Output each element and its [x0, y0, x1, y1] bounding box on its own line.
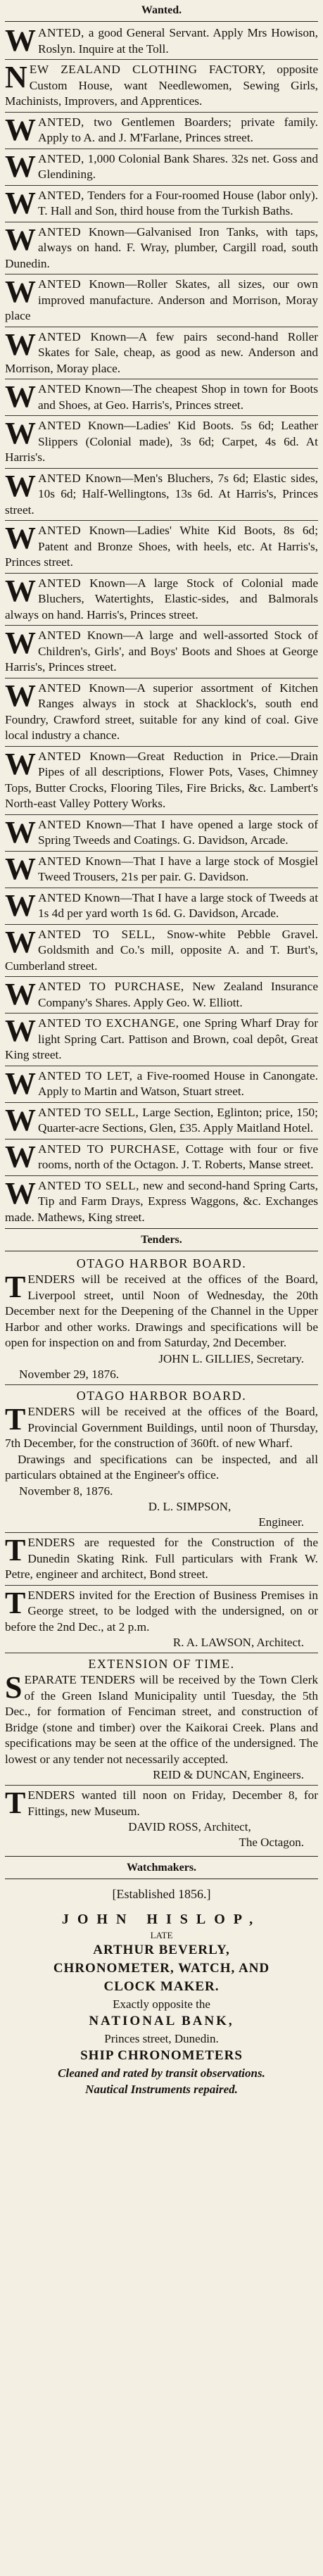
ad-text: [5, 381, 318, 413]
wanted-ad: [5, 25, 318, 57]
wanted-ad: [5, 851, 318, 886]
ad-text: [5, 274, 318, 324]
drop-cap: W: [5, 626, 36, 660]
ad-body: Cottage with four or five rooms, north of the Octagon. J. T. Roberts, Manse street.: [38, 1142, 318, 1171]
drop-cap: W: [5, 23, 36, 58]
wanted-ad: [5, 151, 318, 183]
former-name: ARTHUR BEVERLY,: [93, 1943, 230, 1957]
ad-body: two Gentlemen Boarders; private family. Apply to A. and J. M'Farlane, Princes street.: [38, 115, 318, 144]
drop-cap: W: [5, 851, 36, 886]
ad-separator: [5, 1384, 318, 1385]
tender-harbor-board-2: [5, 1387, 318, 1530]
wanted-ad: [5, 523, 318, 571]
ad-lead: ANTED: [38, 225, 82, 239]
ad-text: [5, 678, 318, 744]
ad-lead: ANTED: [38, 681, 82, 695]
ad-text: [5, 1175, 318, 1226]
ad-body: Known—Roller Skates, all sizes, our own improved manufacture. Anderson and Morrison, Moray place: [5, 277, 318, 322]
ad-body: FACTORY, opposite Custom House, want Needlewomen, Sewing Girls, Machinists, Improvers, and Apprentices.: [5, 63, 318, 108]
ad-separator: [5, 468, 318, 469]
notice-body: TENDERS will be received at the offices of the Board, Provincial Government Buildings, until noon of Thursday, 7th December, for the construction of 360ft. of new Wharf.: [5, 1402, 318, 1450]
ad-lead: ANTED,: [38, 151, 84, 165]
drop-cap: W: [5, 746, 36, 781]
wanted-ad: [5, 1068, 318, 1100]
ad-text: [5, 924, 318, 975]
ad-body: Known—Great Reduction in Price.—Drain Pipes of all descriptions, Flower Pots, Vases, Chimney Tops, Butter Crocks, Flooring Tiles, Fire Bricks, &c. Lambert's North-east Valley Pottery Works.: [5, 749, 318, 810]
ad-lead: ANTED TO PURCHASE,: [38, 980, 184, 993]
ad-lead: ANTED: [38, 629, 82, 642]
ad-lead: ANTED: [38, 277, 82, 291]
drop-cap: W: [5, 924, 36, 959]
drop-cap: W: [5, 1102, 36, 1137]
ad-text: [5, 1102, 318, 1137]
ad-lead: ANTED: [38, 854, 82, 868]
ad-lead: ANTED TO LET,: [38, 1068, 133, 1082]
drop-cap: W: [5, 1014, 36, 1048]
wanted-ad: [5, 979, 318, 1011]
ad-body: a Five-roomed House in Canongate. Apply to Martin and Watson, Stuart street.: [38, 1068, 319, 1098]
drop-cap: N: [5, 60, 27, 94]
ad-separator: [5, 1013, 318, 1014]
ad-body: Known—A few pairs second-hand Roller Skates for Sale, cheap, as good as new. Anderson and Morrison, Moray place.: [5, 329, 318, 375]
wanted-ad: [5, 418, 318, 466]
ad-text: [5, 25, 318, 57]
notice-signer: JOHN L. GILLIES, Secretary.: [158, 1351, 304, 1365]
ad-text: [5, 523, 318, 571]
wanted-ad: [5, 814, 318, 850]
tender-museum-fittings: [5, 1788, 318, 1850]
watchmaker-ad: [5, 1883, 318, 2097]
ad-body: Known—The cheapest Shop in town for Boots and Shoes, at Geo. Harris's, Princes street.: [38, 382, 318, 412]
notice-signer: D. L. SIMPSON,: [148, 1500, 232, 1513]
wanted-ad: [5, 924, 318, 975]
ad-body: New Zealand Insurance Company's Shares. Apply Geo. W. Elliott.: [38, 980, 318, 1009]
wanted-heading: Wanted.: [141, 4, 182, 16]
drop-cap: T: [5, 1585, 26, 1620]
ad-body: Tenders for a Four-roomed House (labor only). T. Hall and Son, third house from the Turkish Baths.: [38, 188, 318, 217]
wanted-ad: [5, 329, 318, 377]
ad-separator: [5, 746, 318, 747]
ad-lead: ANTED: [38, 329, 82, 343]
wanted-ad: [5, 468, 318, 519]
notice-body: TENDERS will be received at the offices of the Board, Liverpool street, until Noon of Wednesday, the 20th December next for the Deepening of the Channel in the Upper Harbor and other works. Drawings and specifications will be open for inspection on and from Saturday, 2nd December.: [5, 1270, 318, 1349]
ad-lead: ANTED TO EXCHANGE,: [38, 1016, 179, 1030]
wanted-ad: [5, 1016, 318, 1063]
ad-text: [5, 1068, 318, 1100]
wanted-ad: [5, 274, 318, 324]
ad-text: [5, 329, 318, 377]
wanted-ads-list: [5, 25, 318, 1225]
section-rule: [5, 21, 318, 22]
notice-body: SEPARATE TENDERS will be received by the Town Clerk of the Green Island Municipality until Tuesday, the 5th Dec., for formation of Fenciman street, and construction of Bridge (stone and timber) over the Kaikorai Creek. Plans and specifications may be seen at the office of the undersigned. The lowest or any tender not necessarily accepted.: [5, 1670, 318, 1766]
ad-text: [5, 746, 318, 812]
ad-text: [5, 222, 318, 272]
ad-separator: [5, 1102, 318, 1103]
proprietor-name: JOHN HISLOP,: [61, 1912, 262, 1927]
rated-line: Cleaned and rated by transit observations.: [58, 2066, 265, 2080]
ad-separator: [5, 1585, 318, 1586]
ad-separator: [5, 59, 318, 60]
notice-signer: REID & DUNCAN, Engineers.: [153, 1768, 304, 1781]
drop-cap: W: [5, 678, 36, 713]
ad-body: Known—Galvanised Iron Tanks, with taps, always on hand. F. Wray, plumber, Cargill road, south Dunedin.: [5, 225, 318, 270]
ad-body: 1,000 Colonial Bank Shares. 32s net. Goss and Glendining.: [38, 151, 318, 181]
ad-lead: ANTED: [38, 524, 82, 537]
ad-body: Known—That I have opened a large stock of Spring Tweeds and Coatings. G. Davidson, Arcade.: [38, 817, 318, 847]
ad-separator: [5, 520, 318, 521]
ad-lead: ANTED: [38, 817, 82, 831]
ad-lead: ANTED TO SELL,: [38, 927, 156, 941]
notice-date: November 29, 1876.: [19, 1367, 120, 1381]
ad-lead: ANTED: [38, 471, 82, 485]
newspaper-column: [5, 0, 318, 2097]
notice-body: TENDERS are requested for the Construction of the Dunedin Skating Rink. Full particulars with Frank W. Petre, engineer and architect, Bond street.: [5, 1533, 318, 1581]
ad-lead: ANTED TO PURCHASE,: [38, 1142, 180, 1156]
ad-text: [5, 814, 318, 850]
drop-cap: W: [5, 888, 36, 923]
section-rule: [5, 1228, 318, 1229]
ad-text: [5, 1139, 318, 1174]
ad-body: Known—That I have a large stock of Mosgiel Tweed Trousers, 21s per pair. G. Davidson.: [38, 854, 318, 883]
notice-title: OTAGO HARBOR BOARD.: [76, 1256, 247, 1270]
tender-skating-rink: [5, 1535, 318, 1583]
ad-separator: [5, 924, 318, 925]
ad-lead: ANTED,: [38, 188, 84, 202]
wanted-ad: [5, 222, 318, 272]
ad-lead: ANTED TO SELL,: [38, 1105, 139, 1119]
drop-cap: T: [5, 1402, 26, 1437]
bank-line: NATIONAL BANK,: [89, 2014, 234, 2028]
notice-place: The Octagon.: [239, 1836, 304, 1849]
notice-signer: R. A. LAWSON, Architect.: [172, 1636, 304, 1649]
wanted-ad: [5, 62, 318, 110]
notice-body-2: Drawings and specifications can be inspected, and all particulars obtained at the Engineer's office.: [5, 1452, 318, 1482]
late-label: LATE: [150, 1930, 173, 1940]
ad-body: one Spring Wharf Dray for light Spring Cart. Pattison and Brown, coal depôt, Great King street.: [5, 1016, 318, 1061]
ad-text: [5, 979, 318, 1011]
drop-cap: W: [5, 814, 36, 850]
drop-cap: W: [5, 379, 36, 414]
ad-separator: [5, 625, 318, 626]
ad-body: new and second-hand Spring Carts, Tip and Farm Drays, Express Waggons, &c. Exchanges made. Mathews, King street.: [5, 1178, 318, 1224]
ad-lead: ANTED,: [38, 115, 84, 129]
nautical-line: Nautical Instruments repaired.: [85, 2083, 238, 2096]
exactly-line: Exactly opposite the: [113, 1997, 210, 2011]
ad-text: [5, 1016, 318, 1063]
ad-text: [5, 628, 318, 676]
ad-separator: [5, 415, 318, 416]
drop-cap: T: [5, 1270, 26, 1304]
drop-cap: W: [5, 149, 36, 184]
wanted-ad: [5, 628, 318, 676]
ad-text: [5, 418, 318, 466]
ad-separator: [5, 976, 318, 977]
ad-body: Snow-white Pebble Gravel. Goldsmith and Co.'s mill, opposite A. and T. Burt's, Cumberland street.: [5, 927, 318, 973]
ad-body: a good General Servant. Apply Mrs Howison, Roslyn. Inquire at the Toll.: [38, 26, 318, 56]
wanted-ad: [5, 381, 318, 413]
ad-text: [5, 112, 318, 147]
ad-text: [5, 468, 318, 519]
ad-text: [5, 851, 318, 886]
ad-text: [5, 573, 318, 624]
wanted-ad: [5, 1139, 318, 1174]
notice-date: November 8, 1876.: [19, 1484, 113, 1498]
notice-body: TENDERS wanted till noon on Friday, December 8, for Fittings, new Museum.: [5, 1786, 318, 1820]
ad-separator: [5, 1785, 318, 1786]
drop-cap: W: [5, 1175, 36, 1211]
tender-extension-of-time: [5, 1655, 318, 1783]
drop-cap: W: [5, 573, 36, 608]
ad-text: [5, 890, 318, 922]
ad-body: Large Section, Eglinton; price, 150; Quarter-acre Sections, Glen, £35. Apply Maitland Hotel.: [38, 1105, 318, 1135]
ad-body: Known—Men's Bluchers, 7s 6d; Elastic sides, 10s 6d; Half-Wellingtons, 13s 6d. At Harris's, Princes street.: [5, 471, 318, 517]
wanted-ad: [5, 890, 318, 922]
wanted-ad: [5, 573, 318, 624]
drop-cap: W: [5, 112, 36, 147]
ad-separator: [5, 851, 318, 852]
wanted-ad: [5, 678, 318, 744]
ad-separator: [5, 1532, 318, 1533]
notice-body: TENDERS invited for the Erection of Business Premises in George street, to be lodged with the undersigned, on or before the 2nd Dec., at 2 p.m.: [5, 1585, 318, 1634]
trade-line-2: CLOCK MAKER.: [103, 1979, 220, 1994]
ad-lead: ANTED: [38, 419, 82, 432]
notice-title: EXTENSION OF TIME.: [88, 1657, 235, 1671]
ad-body: Known—That I have a large stock of Tweeds at 1s 4d per yard worth 1s 6d. G. Davidson, Arcade.: [38, 890, 318, 920]
ad-body: Known—Ladies' Kid Boots. 5s 6d; Leather Slippers (Colonial made), 3s 6d; Carpet, 4s 6d. At Harris's.: [5, 419, 318, 464]
section-rule: [5, 1856, 318, 1857]
drop-cap: W: [5, 1066, 36, 1101]
established-line: [Established 1856.]: [112, 1887, 211, 1901]
tender-harbor-board-1: [5, 1255, 318, 1382]
ad-body: Known—A large Stock of Colonial made Bluchers, Watertights, Elastic-sides, and Balmorals always on hand. Harris's, Princes street.: [5, 576, 318, 621]
ad-separator: [5, 573, 318, 574]
wanted-ad: [5, 1102, 318, 1137]
ad-body: Known—Ladies' White Kid Boots, 8s 6d; Patent and Bronze Shoes, with heels, etc. At Harris's, Princes street.: [5, 524, 318, 569]
drop-cap: W: [5, 274, 36, 309]
ad-text: [5, 62, 318, 110]
ad-lead: ANTED: [38, 382, 82, 396]
ad-lead: ANTED: [38, 576, 82, 590]
tenders-heading: Tenders.: [141, 1234, 182, 1246]
drop-cap: W: [5, 521, 36, 555]
watchmakers-heading: Watchmakers.: [126, 1862, 197, 1874]
ad-body: Known—A large and well-assorted Stock of Children's, Girls', and Boys' Boots and Shoes at George Harris's, Princes street.: [5, 629, 318, 674]
address-line: Princes street, Dunedin.: [104, 2032, 219, 2045]
drop-cap: W: [5, 185, 36, 220]
ad-lead: EW ZEALAND CLOTHING: [29, 63, 198, 76]
ad-separator: [5, 814, 318, 815]
ad-lead: ANTED TO SELL,: [38, 1178, 139, 1192]
ad-lead: ANTED,: [38, 26, 84, 39]
drop-cap: T: [5, 1786, 26, 1820]
ad-body: Known—A superior assortment of Kitchen Ranges always in stock at Shacklock's, south end Foundry, Crawford street, suitable for any kind of coal. Give local industry a chance.: [5, 681, 318, 742]
drop-cap: W: [5, 327, 36, 362]
drop-cap: T: [5, 1533, 26, 1567]
notice-title: OTAGO HARBOR BOARD.: [76, 1389, 247, 1403]
drop-cap: W: [5, 468, 36, 503]
tender-lawson: [5, 1585, 318, 1651]
ad-text: [5, 185, 318, 220]
wanted-ad: [5, 112, 318, 147]
wanted-ad: [5, 1175, 318, 1226]
notice-signer: DAVID ROSS, Architect,: [128, 1820, 251, 1833]
drop-cap: W: [5, 1139, 36, 1174]
ad-lead: ANTED: [38, 749, 82, 763]
drop-cap: W: [5, 222, 36, 257]
ad-text: [5, 151, 318, 183]
ad-lead: ANTED: [38, 890, 82, 904]
wanted-ad: [5, 185, 318, 220]
ad-separator: [5, 185, 318, 186]
drop-cap: S: [5, 1670, 23, 1705]
ship-chronometers: SHIP CHRONOMETERS: [80, 2048, 243, 2063]
drop-cap: W: [5, 977, 36, 1011]
wanted-ad: [5, 746, 318, 812]
trade-line-1: CHRONOMETER, WATCH, AND: [53, 1961, 270, 1976]
drop-cap: W: [5, 416, 36, 450]
ad-separator: [5, 112, 318, 113]
notice-role: Engineer.: [258, 1515, 304, 1529]
ad-separator: [5, 1175, 318, 1176]
